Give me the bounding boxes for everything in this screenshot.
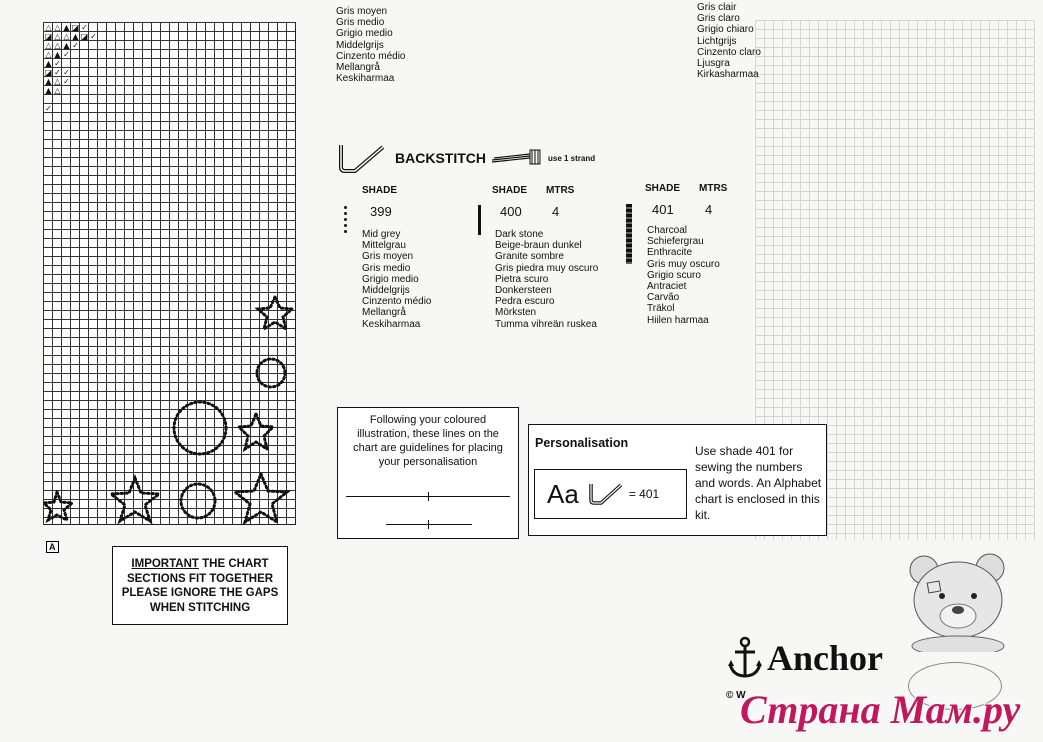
list-item: Hiilen harmaa [647,314,709,326]
guideline-tick [428,520,429,529]
list-item: Gris clair [697,2,737,13]
list-item: Gris moyen [336,6,388,17]
split-square-symbol: ◪ [71,23,80,32]
filled-triangle-symbol: ▲ [72,32,79,41]
list-item: Dark stone [495,229,544,240]
triangle-symbol: △ [54,32,61,41]
list-item: Grigio medio [362,273,419,285]
list-item: Grigio chiaro [697,24,754,36]
top-right-shade-list [697,2,761,80]
guideline-text: Following your coloured illustration, these lines on the chart are guidelines for placing your personalisation [353,414,503,468]
needle-thread-icon [492,148,542,168]
shade-400-names [495,229,598,330]
list-item: Grigio medio [336,28,393,40]
list-item: Keskiharmaa [362,318,421,330]
important-line1: THE CHART [198,558,269,570]
shade-401-names [647,225,720,326]
sample-letters: Aa [547,478,579,509]
mtrs-header: MTRS [699,183,728,194]
solid-line-swatch [478,205,481,235]
list-item: Keskiharmaa [336,73,395,85]
list-item: Middelgrijs [362,285,410,297]
list-item: Carvão [647,292,680,304]
thick-line-swatch [626,204,632,264]
list-item: Mellangrå [362,307,406,319]
star-motif [108,476,162,522]
list-item: Antraciet [647,281,687,293]
metres-value: 4 [552,204,560,219]
personalisation-box [528,424,827,536]
metres-value: 4 [705,202,713,217]
list-item: Gris piedra muy oscuro [495,262,599,274]
triangle-symbol: △ [45,50,52,59]
star-motif [232,472,290,524]
section-marker-a: A [46,541,59,553]
star-motif [255,295,295,331]
list-item: Gris moyen [362,251,414,263]
brand-name: Anchor [767,638,883,678]
shade-number: 399 [370,204,392,219]
filled-triangle-symbol: ▲ [45,86,52,95]
shade-header: SHADE [492,185,528,196]
check-symbol: ✓ [72,41,79,50]
check-symbol: ✓ [63,68,70,77]
guideline-tick [428,492,429,501]
list-item: Cinzento médio [362,296,432,308]
shade-header: SHADE [645,183,681,194]
check-symbol: ✓ [54,59,61,68]
list-item: Gris muy oscuro [647,258,720,270]
check-symbol: ✓ [54,68,61,77]
guideline-rule [386,524,472,525]
important-note [112,546,288,625]
teddy-bear-illustration [898,548,1018,652]
shade-number: 401 [652,202,674,217]
triangle-symbol: △ [54,77,61,86]
personalisation-title: Personalisation [535,436,629,450]
circle-motif [253,355,289,391]
list-item: Gris claro [697,13,740,25]
list-item: Ljusgra [697,58,730,70]
triangle-symbol: △ [45,23,52,32]
personalisation-sample [534,469,687,519]
backstitch-icon [335,141,387,175]
check-symbol: ✓ [81,23,88,32]
anchor-icon [727,636,763,680]
triangle-symbol: △ [63,32,70,41]
triangle-symbol: △ [54,86,61,95]
important-line3: PLEASE IGNORE THE GAPS [121,587,279,599]
list-item: Granite sombre [495,251,564,263]
filled-triangle-symbol: ▲ [54,50,61,59]
split-square-symbol: ◪ [80,32,89,41]
list-item: Charcoal [647,225,688,236]
list-item: Mittelgrau [362,240,406,252]
shade-equation: = 401 [628,487,660,501]
list-item: Kirkasharmaa [697,69,759,81]
guideline-note-box [337,407,519,539]
shade-399-names [362,229,431,330]
shade-header: SHADE [362,185,398,196]
list-item: Mellangrå [336,62,380,74]
list-item: Beige-braun dunkel [495,240,582,252]
filled-triangle-symbol: ▲ [45,59,52,68]
list-item: Pedra escuro [495,296,555,308]
check-symbol: ✓ [45,104,52,113]
circle-motif [178,480,218,522]
filled-triangle-symbol: ▲ [45,77,52,86]
list-item: Tumma vihreän ruskea [495,318,597,330]
split-square-symbol: ◪ [44,68,53,77]
backstitch-header [335,141,595,175]
anchor-logo [727,636,883,680]
shade-number: 400 [500,204,522,219]
star-motif [43,490,75,522]
copyright-text: © W [726,690,746,701]
list-item: Mid grey [362,229,401,240]
backstitch-title: BACKSTITCH [395,150,486,166]
list-item: Grigio scuro [647,269,701,281]
top-left-shade-list [336,6,405,84]
triangle-symbol: △ [45,41,52,50]
mtrs-header: MTRS [546,185,575,196]
check-symbol: ✓ [63,77,70,86]
filled-triangle-symbol: ▲ [63,23,70,32]
triangle-symbol: △ [54,23,61,32]
list-item: Schiefergrau [647,236,704,248]
important-label: IMPORTANT [131,558,199,570]
backstitch-icon [587,481,625,507]
list-item: Enthracite [647,247,693,259]
list-item: Lichtgrijs [697,35,737,47]
check-symbol: ✓ [90,32,97,41]
important-line4: WHEN STITCHING [149,601,251,614]
split-square-symbol: ◪ [44,32,53,41]
filled-triangle-symbol: ▲ [63,41,70,50]
list-item: Gris medio [362,262,411,274]
list-item: Middelgrijs [336,39,384,51]
list-item: Cinzento claro [697,46,761,58]
list-item: Gris medio [336,17,385,29]
list-item: Donkersteen [495,285,552,297]
list-item: Cinzento médio [336,50,406,62]
triangle-symbol: △ [54,41,61,50]
strand-instruction: use 1 strand [548,153,596,163]
circle-motif [170,397,230,459]
site-watermark: Страна Мам.ру [740,687,1021,732]
list-item: Mörksten [495,307,537,319]
list-item: Träkol [647,303,675,315]
personalisation-instructions: Use shade 401 for sewing the numbers and words. An Alphabet chart is enclosed in this kit. [695,444,822,522]
list-item: Pietra scuro [495,273,549,285]
check-symbol: ✓ [63,50,70,59]
star-motif [236,412,276,452]
important-line2: SECTIONS FIT TOGETHER [126,572,274,585]
